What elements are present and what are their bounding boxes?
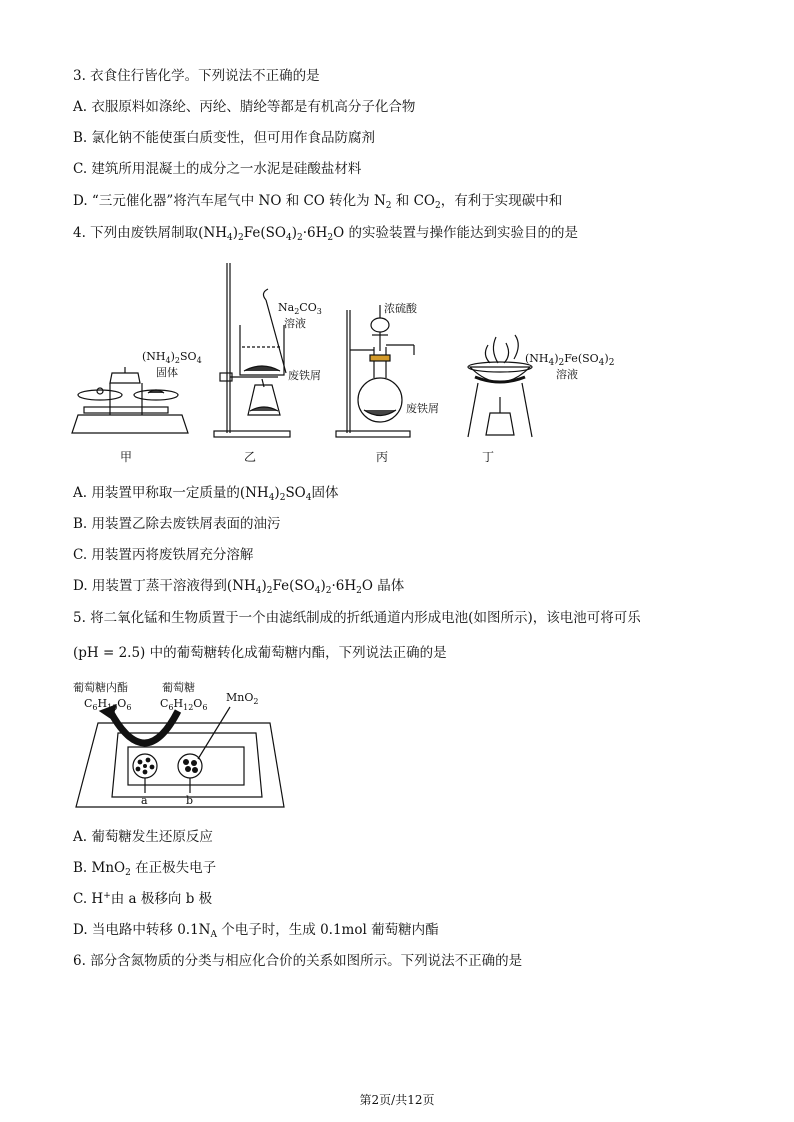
caption-ding: 丁 xyxy=(482,450,495,464)
q3-stem: 3. 衣食住行皆化学。下列说法不正确的是 xyxy=(73,68,320,84)
q4-apparatus-figure xyxy=(70,255,540,474)
label-glucose: 葡萄糖 xyxy=(162,681,195,694)
q5-stem-line1: 5. 将二氧化锰和生物质置于一个由滤纸制成的折纸通道内形成电池(如图所示)，该电池可将可乐 xyxy=(73,610,641,626)
stand-beaker-icon xyxy=(214,263,290,437)
label-ding-formula: $(NH_4)_2Fe(SO_4)_2$ xyxy=(525,352,615,368)
flask-funnel-icon xyxy=(336,305,414,437)
q3-option-a: A. 衣服原料如涤纶、丙纶、腈纶等都是有机高分子化合物 xyxy=(73,99,416,115)
q4-option-b: B. 用装置乙除去废铁屑表面的油污 xyxy=(73,516,281,532)
q5-option-d: D. 当电路中转移 $0.1N_A$ 个电子时，生成 0.1mol 葡萄糖内酯 xyxy=(73,922,439,940)
label-ammonium-sulfate: $(NH_4)_2SO_4$ xyxy=(142,350,202,365)
paper-channel-outline xyxy=(76,723,284,807)
label-conc-sulfuric-acid: 浓硫酸 xyxy=(384,302,417,315)
label-solution: 溶液 xyxy=(284,317,306,330)
reaction-arrow xyxy=(110,711,178,743)
q3-option-b: B. 氯化钠不能使蛋白质变性，但可用作食品防腐剂 xyxy=(73,130,376,146)
page-footer: 第2页/共12页 xyxy=(359,1093,435,1107)
label-mno2: MnO$_2$ xyxy=(226,691,259,706)
q5-stem-line2: (pH = 2.5) 中的葡萄糖转化成葡萄糖内酯，下列说法正确的是 xyxy=(73,645,447,661)
q5-option-b: B. MnO$_2$ 在正极失电子 xyxy=(73,860,217,878)
formula-glucose: $C_6H_{12}O_6$ xyxy=(160,697,208,712)
label-scrap-iron-flask: 废铁屑 xyxy=(406,402,439,415)
label-electrode-b: b xyxy=(186,794,194,807)
label-scrap-iron: 废铁屑 xyxy=(288,369,321,382)
q3-option-d: D. “三元催化器”将汽车尾气中 NO 和 CO 转化为 $N_2$ 和 $CO_2$，有利于实现碳中和 xyxy=(73,193,563,211)
caption-bing: 丙 xyxy=(376,450,389,464)
q4-option-d: D. 用装置丁蒸干溶液得到$(NH_4)_2Fe(SO_4)_2\cdot 6H_2O$ 晶体 xyxy=(73,578,405,596)
q5-battery-figure xyxy=(70,675,290,819)
label-solid: 固体 xyxy=(156,366,178,379)
q4-option-a: A. 用装置甲称取一定质量的$(NH_4)_2SO_4$固体 xyxy=(73,485,339,503)
caption-yi: 乙 xyxy=(244,450,257,464)
label-glucolactone: 葡萄糖内酯 xyxy=(73,681,128,694)
evaporating-dish-icon xyxy=(468,335,532,437)
q5-option-a: A. 葡萄糖发生还原反应 xyxy=(73,829,213,845)
q4-stem: 4. 下列由废铁屑制取$(NH_4)_2Fe(SO_4)_2\cdot 6H_2O$ 的实验装置与操作能达到实验目的的是 xyxy=(73,225,578,243)
q4-option-c: C. 用装置丙将废铁屑充分溶解 xyxy=(73,547,254,563)
caption-jia: 甲 xyxy=(120,450,133,464)
label-sodium-carbonate: $Na_2CO_3$ xyxy=(278,301,322,316)
q6-stem: 6. 部分含氮物质的分类与相应化合价的关系如图所示。下列说法不正确的是 xyxy=(73,953,523,969)
formula-glucolactone: $C_6H_{10}O_6$ xyxy=(84,697,132,712)
label-ding-solution: 溶液 xyxy=(556,368,578,381)
q3-option-c: C. 建筑所用混凝土的成分之一水泥是硅酸盐材料 xyxy=(73,161,362,177)
label-electrode-a: a xyxy=(141,794,148,807)
q5-option-c: C. H+由 a 极移向 b 极 xyxy=(73,891,213,907)
